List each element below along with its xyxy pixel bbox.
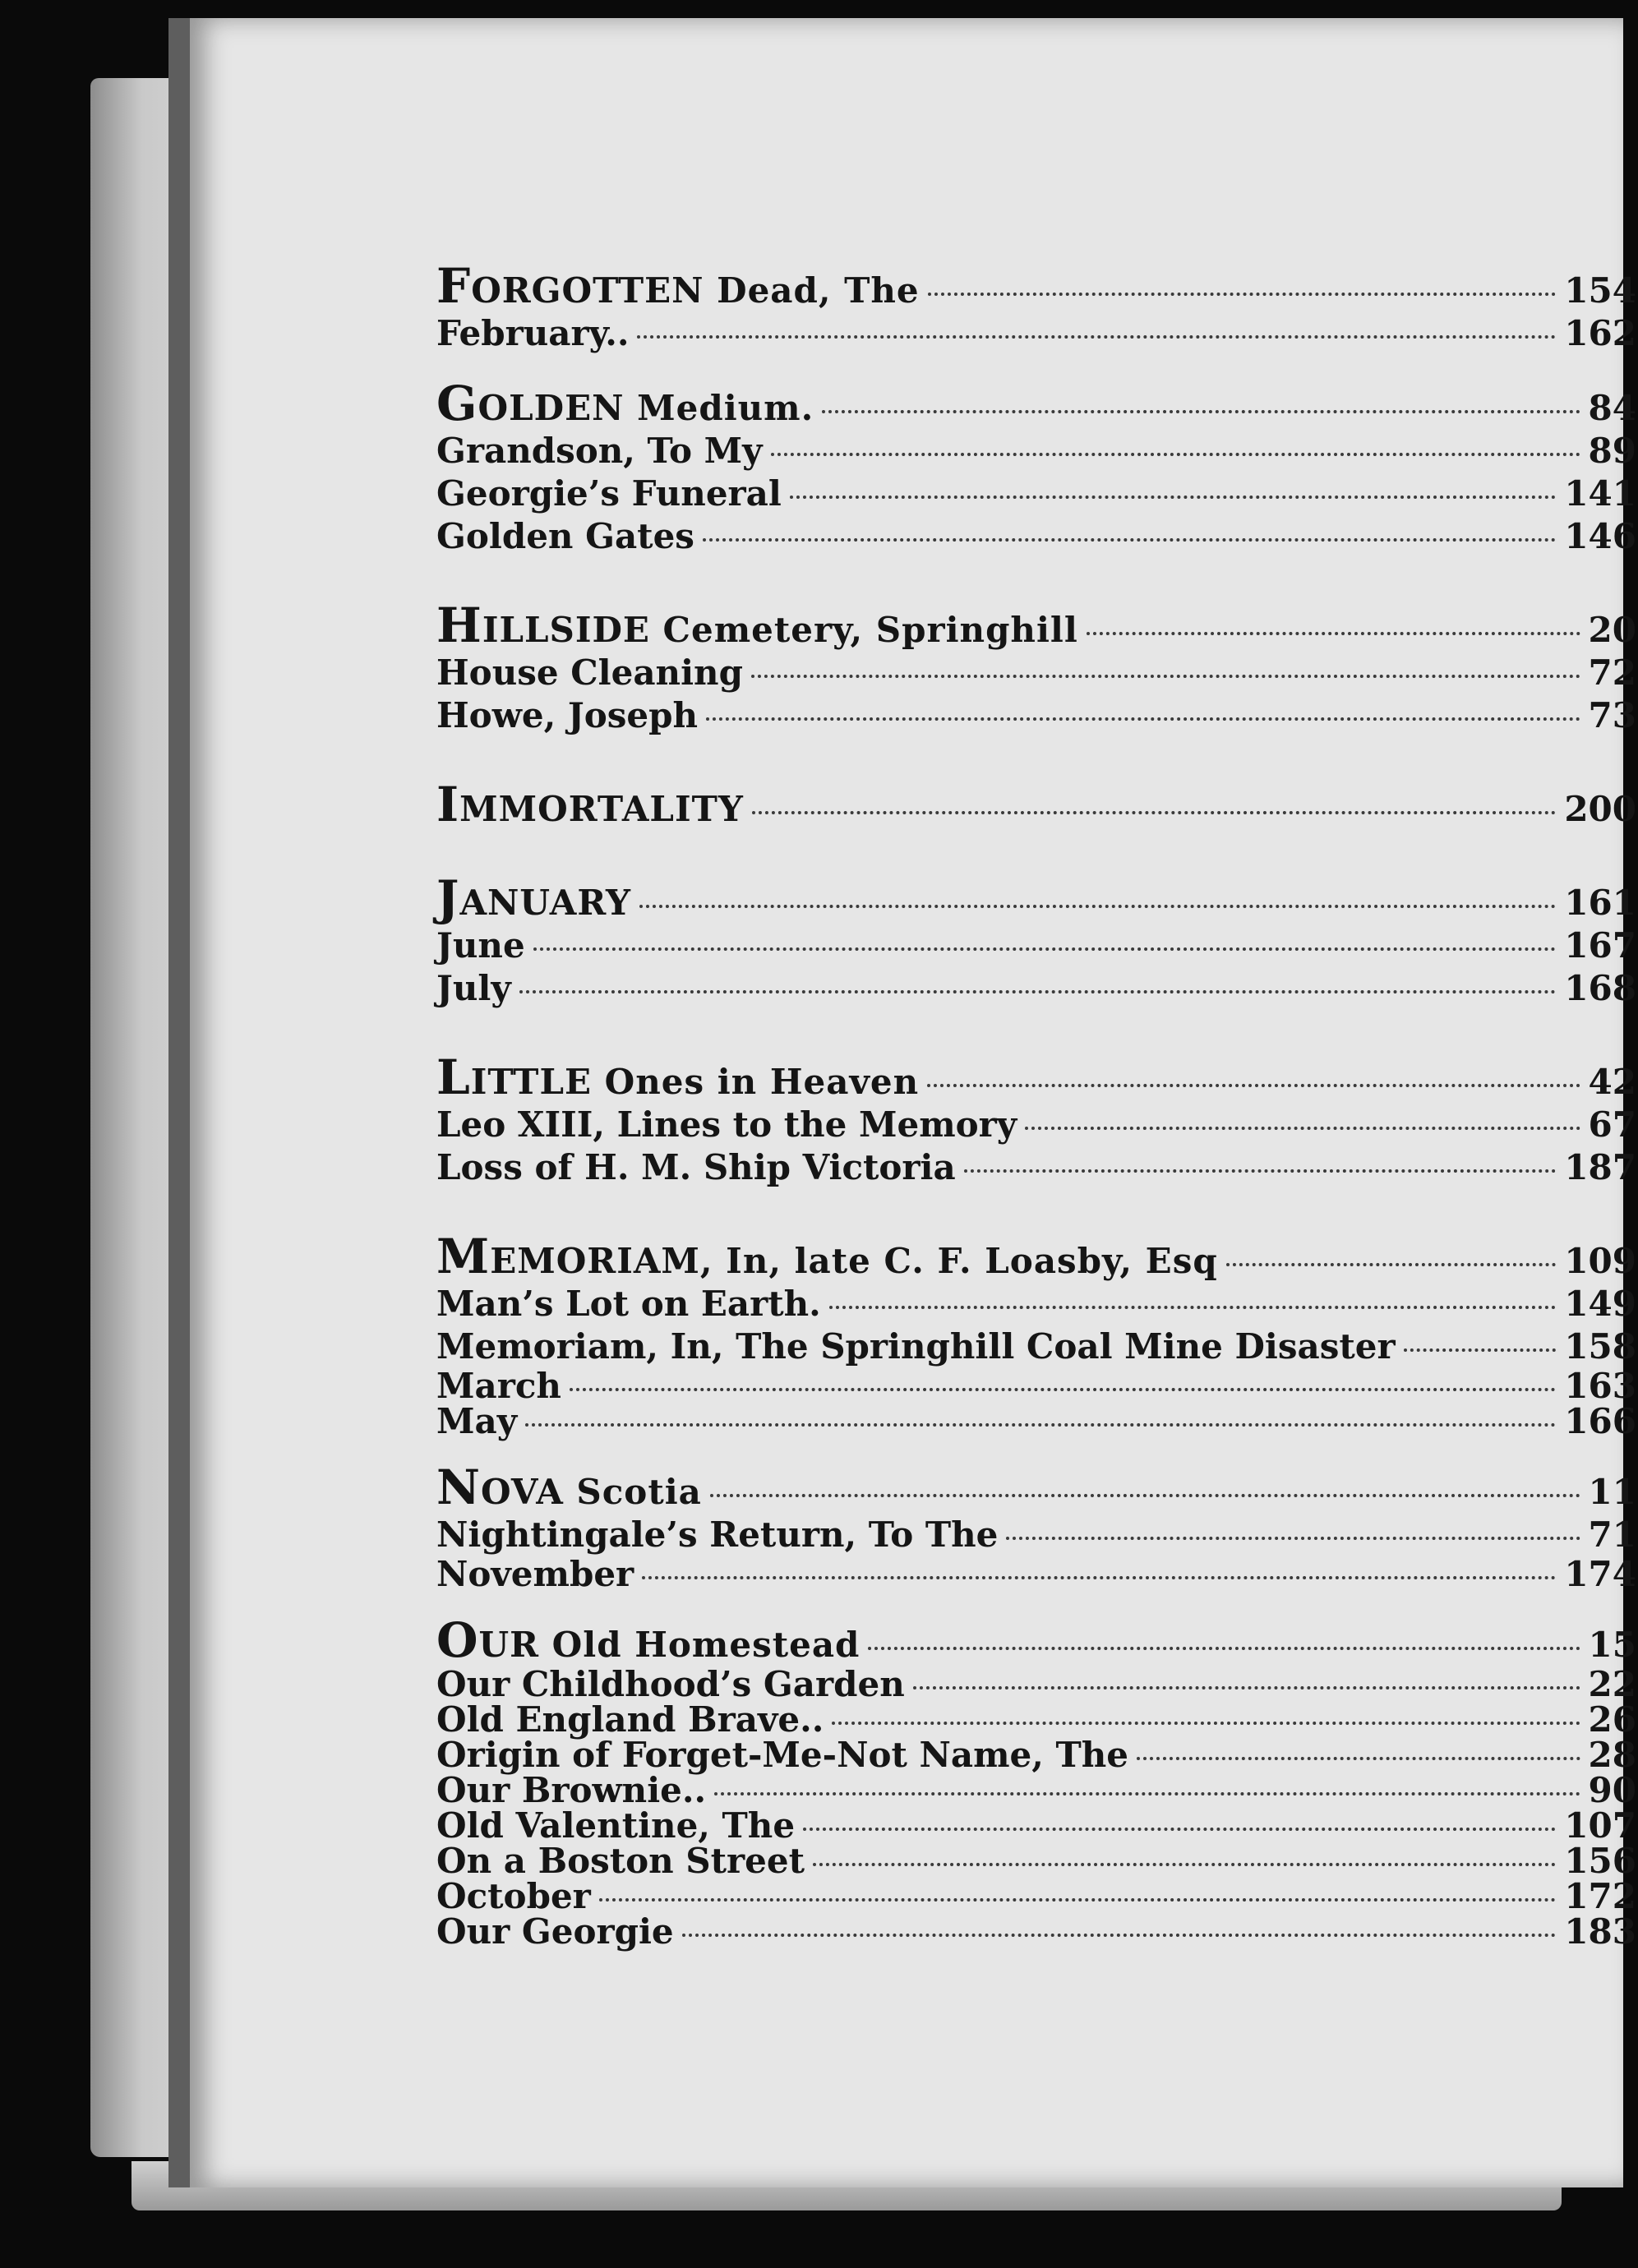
entry-title: IMMORTALITY	[436, 777, 744, 832]
entry-title: JANUARY	[436, 870, 631, 926]
entry-page-number: 71	[1588, 1514, 1636, 1555]
entry-title: Man’s Lot on Earth.	[436, 1284, 821, 1324]
index-entry	[436, 1368, 1636, 1404]
entry-title: Georgie’s Funeral	[436, 473, 782, 514]
entry-page-number: 163	[1564, 1366, 1636, 1406]
dot-leader	[706, 717, 1580, 721]
entry-page-number: 107	[1564, 1805, 1636, 1846]
entry-title: GOLDEN Medium.	[436, 376, 814, 431]
entry-title: Old England Brave..	[436, 1699, 824, 1740]
entry-page-number: 42	[1588, 1062, 1636, 1102]
entry-title: May	[436, 1401, 518, 1441]
entry-page-number: 174	[1564, 1554, 1636, 1594]
dot-leader	[752, 810, 1556, 814]
index-entry	[436, 870, 1636, 926]
entry-page-number: 26	[1588, 1699, 1636, 1740]
entry-page-number: 89	[1588, 431, 1636, 471]
index-entry	[436, 515, 1636, 558]
index-entry	[436, 376, 1636, 431]
entry-page-number: 149	[1564, 1284, 1636, 1324]
index-entry	[436, 597, 1636, 653]
index-page	[168, 18, 1636, 2187]
index-entry	[436, 258, 1636, 314]
dot-leader	[703, 537, 1556, 542]
entry-page-number: 162	[1564, 313, 1636, 353]
initial-capital: H	[436, 597, 482, 653]
entry-title: Our Georgie	[436, 1911, 674, 1952]
initial-capital: N	[436, 1459, 482, 1515]
index-entry	[436, 1666, 1636, 1702]
dot-leader	[790, 495, 1556, 499]
dot-leader	[519, 989, 1557, 993]
index-entry	[436, 1146, 1636, 1189]
dot-leader	[1404, 1348, 1557, 1352]
dot-leader	[682, 1933, 1557, 1937]
entry-title: LITTLE Ones in Heaven	[436, 1049, 920, 1105]
entry-title: March	[436, 1366, 561, 1406]
entry-title: MEMORIAM, In, late C. F. Loasby, Esq	[436, 1228, 1218, 1284]
entry-title: Our Childhood’s Garden	[436, 1664, 905, 1704]
dot-leader	[928, 292, 1557, 296]
entry-page-number: 15	[1588, 1625, 1636, 1665]
initial-capital: O	[436, 1612, 479, 1668]
index-entry	[436, 1772, 1636, 1808]
entry-page-number: 146	[1564, 516, 1636, 556]
entry-page-number: 156	[1564, 1841, 1636, 1881]
index-entry	[436, 1805, 1636, 1846]
entry-page-number: 90	[1588, 1770, 1636, 1810]
index-entry	[436, 1228, 1636, 1284]
dot-leader	[642, 1575, 1556, 1579]
entry-page-number: 161	[1564, 883, 1636, 923]
entry-page-number: 158	[1564, 1326, 1636, 1367]
dot-leader	[1137, 1756, 1580, 1760]
entry-page-number: 11	[1588, 1472, 1636, 1512]
entry-page-number: 72	[1588, 652, 1636, 693]
initial-capital: M	[436, 1228, 491, 1284]
entry-title: NOVA Scotia	[436, 1459, 702, 1515]
entry-title: HILLSIDE Cemetery, Springhill	[436, 597, 1078, 653]
initial-capital: J	[436, 870, 460, 926]
index-entry	[436, 312, 1636, 355]
entry-title: Loss of H. M. Ship Victoria	[436, 1147, 956, 1187]
dot-leader	[533, 947, 1557, 951]
index-entry	[436, 1049, 1636, 1105]
dot-leader	[570, 1387, 1556, 1391]
index-entry	[436, 1514, 1636, 1556]
entry-page-number: 183	[1564, 1911, 1636, 1952]
entry-page-number: 73	[1588, 695, 1636, 735]
index-group-m	[436, 1228, 1636, 1441]
dot-leader	[771, 452, 1580, 456]
index-entry	[436, 1911, 1636, 1952]
entry-title: Howe, Joseph	[436, 695, 698, 735]
entry-page-number: 154	[1564, 270, 1636, 311]
entry-title: October	[436, 1876, 591, 1916]
entry-page-number: 20	[1588, 610, 1636, 650]
entry-title: June	[436, 925, 525, 966]
index-list	[436, 258, 1636, 1976]
dot-leader	[803, 1827, 1556, 1831]
index-entry	[436, 652, 1636, 694]
dot-leader	[1087, 631, 1580, 635]
index-entry	[436, 924, 1636, 967]
entry-title: Memoriam, In, The Springhill Coal Mine Disaster	[436, 1326, 1396, 1367]
index-entry	[436, 1612, 1636, 1668]
index-entry	[436, 430, 1636, 472]
entry-page-number: 141	[1564, 473, 1636, 514]
dot-leader	[599, 1897, 1557, 1902]
index-group-h	[436, 597, 1636, 737]
dot-leader	[1006, 1536, 1580, 1540]
dot-leader	[868, 1646, 1580, 1650]
dot-leader	[822, 409, 1580, 413]
entry-page-number: 84	[1588, 388, 1636, 428]
entry-page-number: 67	[1588, 1104, 1636, 1145]
index-entry	[436, 1459, 1636, 1515]
index-entry	[436, 1325, 1636, 1368]
entry-title: On a Boston Street	[436, 1841, 805, 1881]
entry-title: Leo XIII, Lines to the Memory	[436, 1104, 1017, 1145]
entry-page-number: 22	[1588, 1664, 1636, 1704]
entry-title: OUR Old Homestead	[436, 1612, 861, 1668]
entry-page-number: 172	[1564, 1876, 1636, 1916]
initial-capital: G	[436, 376, 478, 431]
dot-leader	[525, 1422, 1556, 1427]
entry-page-number: 166	[1564, 1401, 1636, 1441]
entry-title: FORGOTTEN Dead, The	[436, 258, 920, 314]
dot-leader	[927, 1083, 1580, 1087]
dot-leader	[829, 1305, 1557, 1309]
index-entry	[436, 472, 1636, 515]
index-group-i	[436, 777, 1636, 832]
dot-leader	[710, 1493, 1580, 1497]
entry-title: February..	[436, 313, 630, 353]
index-entry	[436, 1699, 1636, 1740]
dot-leader	[1025, 1126, 1580, 1130]
entry-page-number: 200	[1564, 789, 1636, 829]
index-entry	[436, 1556, 1636, 1592]
index-entry	[436, 1401, 1636, 1441]
index-entry	[436, 1841, 1636, 1881]
dot-leader	[913, 1685, 1580, 1689]
dot-leader	[751, 674, 1580, 678]
index-group-o	[436, 1612, 1636, 1952]
index-group-j	[436, 870, 1636, 1010]
index-group-f	[436, 258, 1636, 355]
initial-capital: I	[436, 777, 460, 832]
entry-title: Golden Gates	[436, 516, 694, 556]
index-group-l	[436, 1049, 1636, 1189]
entry-page-number: 167	[1564, 925, 1636, 966]
entry-title: Grandson, To My	[436, 431, 763, 471]
dot-leader	[639, 904, 1556, 908]
entry-title: July	[436, 968, 511, 1008]
entry-title: House Cleaning	[436, 652, 743, 693]
entry-title: Our Brownie..	[436, 1770, 707, 1810]
entry-page-number: 28	[1588, 1735, 1636, 1775]
entry-page-number: 168	[1564, 968, 1636, 1008]
entry-title: Origin of Forget-Me-Not Name, The	[436, 1735, 1129, 1775]
index-entry	[436, 1104, 1636, 1146]
dot-leader	[714, 1791, 1580, 1796]
index-entry	[436, 777, 1636, 832]
index-group-g	[436, 376, 1636, 558]
index-group-n	[436, 1459, 1636, 1594]
dot-leader	[964, 1169, 1557, 1173]
dot-leader	[813, 1862, 1556, 1866]
dot-leader	[1226, 1262, 1557, 1266]
index-entry	[436, 1735, 1636, 1775]
dot-leader	[832, 1721, 1580, 1725]
initial-capital: F	[436, 258, 472, 314]
entry-title: November	[436, 1554, 634, 1594]
entry-title: Nightingale’s Return, To The	[436, 1514, 999, 1555]
entry-page-number: 109	[1564, 1241, 1636, 1281]
index-entry	[436, 694, 1636, 737]
dot-leader	[637, 334, 1556, 339]
index-entry	[436, 1283, 1636, 1325]
initial-capital: L	[436, 1049, 471, 1105]
entry-page-number: 187	[1564, 1147, 1636, 1187]
entry-title: Old Valentine, The	[436, 1805, 796, 1846]
index-entry	[436, 1878, 1636, 1914]
index-entry	[436, 967, 1636, 1010]
